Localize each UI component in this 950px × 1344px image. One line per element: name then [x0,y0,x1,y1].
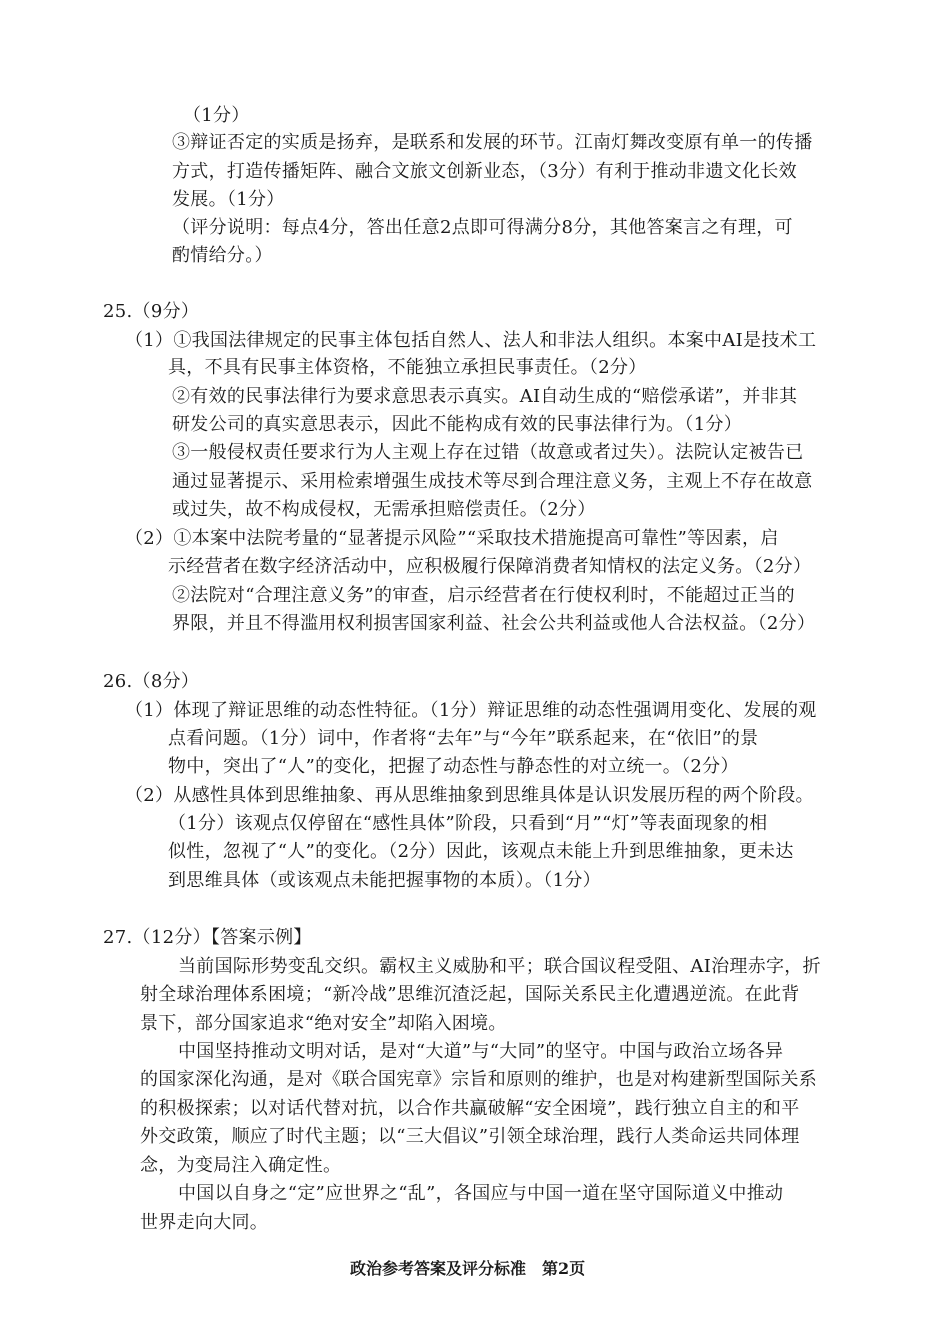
question-25-heading: 25.（9分） [103,301,200,322]
line-8: 具，不具有民事主体资格，不能独立承担民事责任。（2分） [168,357,647,378]
line-23: （1分）该观点仅停留在“感性具体”阶段，只看到“月”“灯”等表面现象的相 [168,813,768,834]
line-4: （评分说明：每点4分，答出任意2点即可得满分8分，其他答案言之有理，可 [172,217,793,238]
line-9: ②有效的民事法律行为要求意思表示真实。AI自动生成的“赔偿承诺”，并非其 [172,386,798,407]
line-35: 中国以自身之“定”应世界之“乱”，各国应与中国一道在坚守国际道义中推动 [178,1183,784,1204]
line-21: 物中，突出了“人”的变化，把握了动态性与静态性的对立统一。（2分） [168,756,739,777]
line-14: （2）①本案中法院考量的“显著提示风险”“采取技术措施提高可靠性”等因素，启 [125,528,779,549]
question-27-heading: 27.（12分）【答案示例】 [103,927,312,948]
line-20: 点看问题。（1分）词中，作者将“去年”与“今年”联系起来，在“依旧”的景 [168,728,759,749]
line-32: 的积极探索；以对话代替对抗，以合作共赢破解“安全困境”，践行独立自主的和平 [140,1098,800,1119]
line-1: ③辩证否定的实质是扬弃，是联系和发展的环节。江南灯舞改变原有单一的传播 [172,132,813,153]
page-footer: 政治参考答案及评分标准 第2页 [350,1259,586,1278]
line-12: 通过显著提示、采用检索增强生成技术等尽到合理注意义务，主观上不存在故意 [172,471,813,492]
line-33: 外交政策，顺应了时代主题；以“三大倡议”引领全球治理，践行人类命运共同体理 [140,1126,800,1147]
line-30: 中国坚持推动文明对话，是对“大道”与“大同”的坚守。中国与政治立场各异 [178,1041,784,1062]
line-11: ③一般侵权责任要求行为人主观上存在过错（故意或者过失）。法院认定被告已 [172,442,804,463]
line-10: 研发公司的真实意思表示，因此不能构成有效的民事法律行为。（1分） [172,414,743,435]
line-28: 射全球治理体系困境；“新冷战”思维沉渣泛起，国际关系民主化遭遇逆流。在此背 [140,984,800,1005]
line-2: 方式，打造传播矩阵、融合文旅文创新业态，（3分）有利于推动非遗文化长效 [172,161,797,182]
line-5: 酌情给分。） [172,245,273,266]
line-13: 或过失，故不构成侵权，无需承担赔偿责任。（2分） [172,499,596,520]
line-22: （2）从感性具体到思维抽象、再从思维抽象到思维具体是认识发展历程的两个阶段。 [125,785,814,806]
line-16: ②法院对“合理注意义务”的审查，启示经营者在行使权利时，不能超过正当的 [172,585,795,606]
line-29: 景下，部分国家追求“绝对安全”却陷入困境。 [140,1013,507,1034]
line-36: 世界走向大同。 [140,1212,269,1233]
line-24: 似性，忽视了“人”的变化。（2分）因此，该观点未能上升到思维抽象，更未达 [168,841,794,862]
line-3: 发展。（1分） [172,189,285,210]
line-34: 念，为变局注入确定性。 [140,1155,342,1176]
line-0: （1分） [183,105,250,126]
line-25: 到思维具体（或该观点未能把握事物的本质）。（1分） [168,870,601,891]
line-31: 的国家深化沟通，是对《联合国宪章》宗旨和原则的维护，也是对构建新型国际关系 [140,1069,818,1090]
line-7: （1）①我国法律规定的民事主体包括自然人、法人和非法人组织。本案中AI是技术工 [125,330,817,351]
question-26-heading: 26.（8分） [103,671,200,692]
line-17: 界限，并且不得滥用权利损害国家利益、社会公共利益或他人合法权益。（2分） [172,613,816,634]
line-27: 当前国际形势变乱交织。霸权主义威胁和平；联合国议程受阻、AI治理赤字，折 [178,956,821,977]
line-19: （1）体现了辩证思维的动态性特征。（1分）辩证思维的动态性强调用变化、发展的观 [125,700,817,721]
line-15: 示经营者在数字经济活动中，应积极履行保障消费者知情权的法定义务。（2分） [168,556,812,577]
